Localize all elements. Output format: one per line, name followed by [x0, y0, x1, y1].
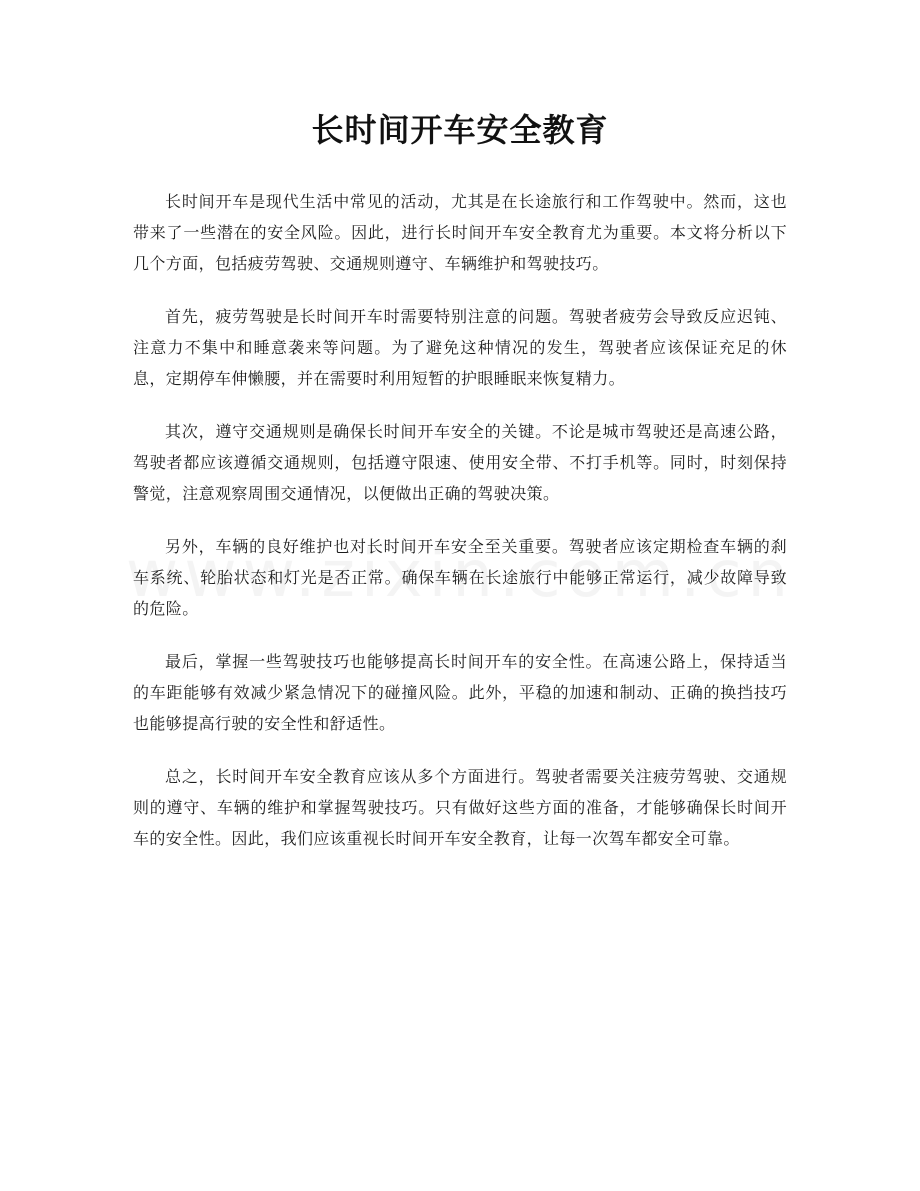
paragraph-intro: 长时间开车是现代生活中常见的活动，尤其是在长途旅行和工作驾驶中。然而，这也带来了一些潜在的安全风险。因此，进行长时间开车安全教育尤为重要。本文将分析以下几个方面，包括疲劳驾驶、交通规则遵守、车辆维护和驾驶技巧。 [133, 192, 787, 273]
document-body [133, 186, 787, 876]
paragraph-traffic-rules: 其次，遵守交通规则是确保长时间开车安全的关键。不论是城市驾驶还是高速公路，驾驶者都应该遵循交通规则，包括遵守限速、使用安全带、不打手机等。同时，时刻保持警觉，注意观察周围交通情况，以便做出正确的驾驶决策。 [133, 422, 787, 503]
paragraph-conclusion: 总之，长时间开车安全教育应该从多个方面进行。驾驶者需要关注疲劳驾驶、交通规则的遵守、车辆的维护和掌握驾驶技巧。只有做好这些方面的准备，才能够确保长时间开车的安全性。因此，我们应该重视长时间开车安全教育，让每一次驾车都安全可靠。 [133, 767, 787, 848]
paragraph-fatigue-driving: 首先，疲劳驾驶是长时间开车时需要特别注意的问题。驾驶者疲劳会导致反应迟钝、注意力不集中和睡意袭来等问题。为了避免这种情况的发生，驾驶者应该保证充足的休息，定期停车伸懒腰，并在需要时利用短暂的护眼睡眠来恢复精力。 [133, 307, 787, 388]
document-title: 长时间开车安全教育 [311, 111, 609, 149]
paragraph-driving-skills: 最后，掌握一些驾驶技巧也能够提高长时间开车的安全性。在高速公路上，保持适当的车距能够有效减少紧急情况下的碰撞风险。此外，平稳的加速和制动、正确的换挡技巧也能够提高行驶的安全性和舒适性。 [133, 652, 787, 733]
paragraph-vehicle-maintenance: 另外，车辆的良好维护也对长时间开车安全至关重要。驾驶者应该定期检查车辆的刹车系统、轮胎状态和灯光是否正常。确保车辆在长途旅行中能够正常运行，减少故障导致的危险。 [133, 537, 787, 618]
